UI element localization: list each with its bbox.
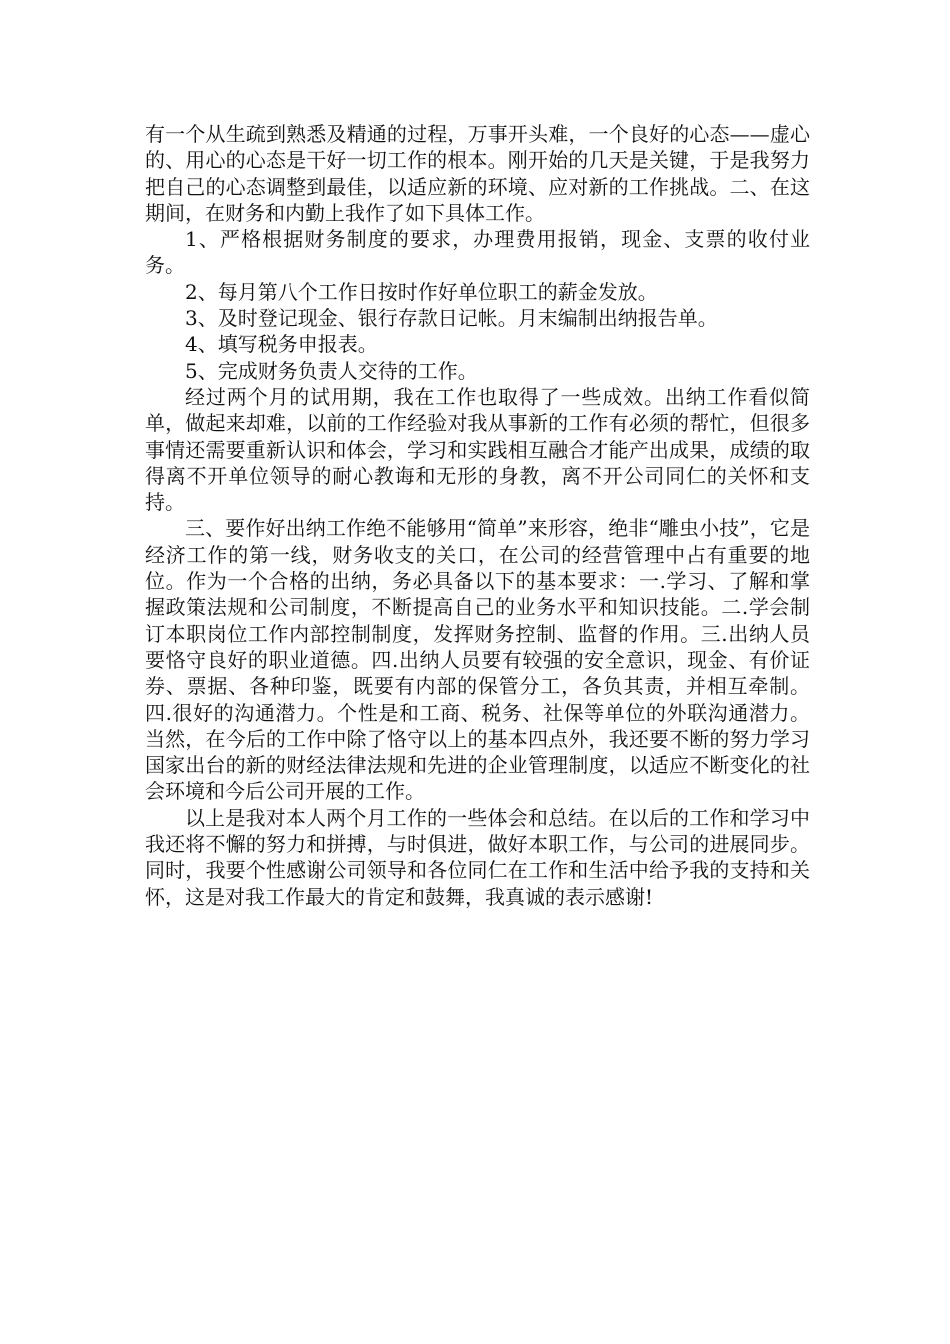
paragraph-requirements: 三、要作好出纳工作绝不能够用“简单”来形容，绝非“雕虫小技”，它是经济工作的第一线，财务收支的关口，在公司的经营管理中占有重要的地位。作为一个合格的出纳，务必具备以下的基本要求：一.学习、了解和掌握政策法规和公司制度，不断提高自己的业务水平和知识技能。二.学会制订本职岗位工作内部控制制度，发挥财务控制、监督的作用。三.出纳人员要恪守良好的职业道德。四.出纳人员要有较强的安全意识，现金、有价证券、票据、各种印鉴，既要有内部的保管分工，各负其责，并相互牵制。四.很好的沟通潜力。个性是和工商、税务、社保等单位的外联沟通潜力。当然，在今后的工作中除了恪守以上的基本四点外，我还要不断的努力学习国家出台的新的财经法律法规和先进的企业管理制度，以适应不断变化的社会环境和今后公司开展的工作。 xyxy=(145,516,810,804)
paragraph-intro: 有一个从生疏到熟悉及精通的过程，万事开头难，一个良好的心态——虚心的、用心的心态是干好一切工作的根本。刚开始的几天是关键，于是我努力把自己的心态调整到最佳，以适应新的环境、应对新的工作挑战。二、在这期间，在财务和内勤上我作了如下具体工作。 xyxy=(145,122,810,225)
document-body xyxy=(145,121,810,910)
paragraph-conclusion: 以上是我对本人两个月工作的一些体会和总结。在以后的工作和学习中我还将不懈的努力和拼搏，与时俱进，做好本职工作，与公司的进展同步。同时，我要个性感谢公司领导和各位同仁在工作和生活中给予我的支持和关怀，这是对我工作最大的肯定和鼓舞，我真诚的表示感谢! xyxy=(145,805,810,909)
list-item-2: 2、每月第八个工作日按时作好单位职工的薪金发放。 xyxy=(185,279,658,304)
list-item-1: 1、严格根据财务制度的要求，办理费用报销，现金、支票的收付业务。 xyxy=(145,227,810,278)
list-item-4: 4、填写税务申报表。 xyxy=(185,332,378,357)
paragraph-results: 经过两个月的试用期，我在工作也取得了一些成效。出纳工作看似简单，做起来却难，以前的工作经验对我从事新的工作有必须的帮忙，但很多事情还需要重新认识和体会，学习和实践相互融合才能产出成果，成绩的取得离不开单位领导的耐心教诲和无形的身教，离不开公司同仁的关怀和支持。 xyxy=(145,384,810,515)
list-item-3: 3、及时登记现金、银行存款日记帐。月末编制出纳报告单。 xyxy=(185,306,718,331)
list-item-5: 5、完成财务负责人交待的工作。 xyxy=(185,358,478,383)
